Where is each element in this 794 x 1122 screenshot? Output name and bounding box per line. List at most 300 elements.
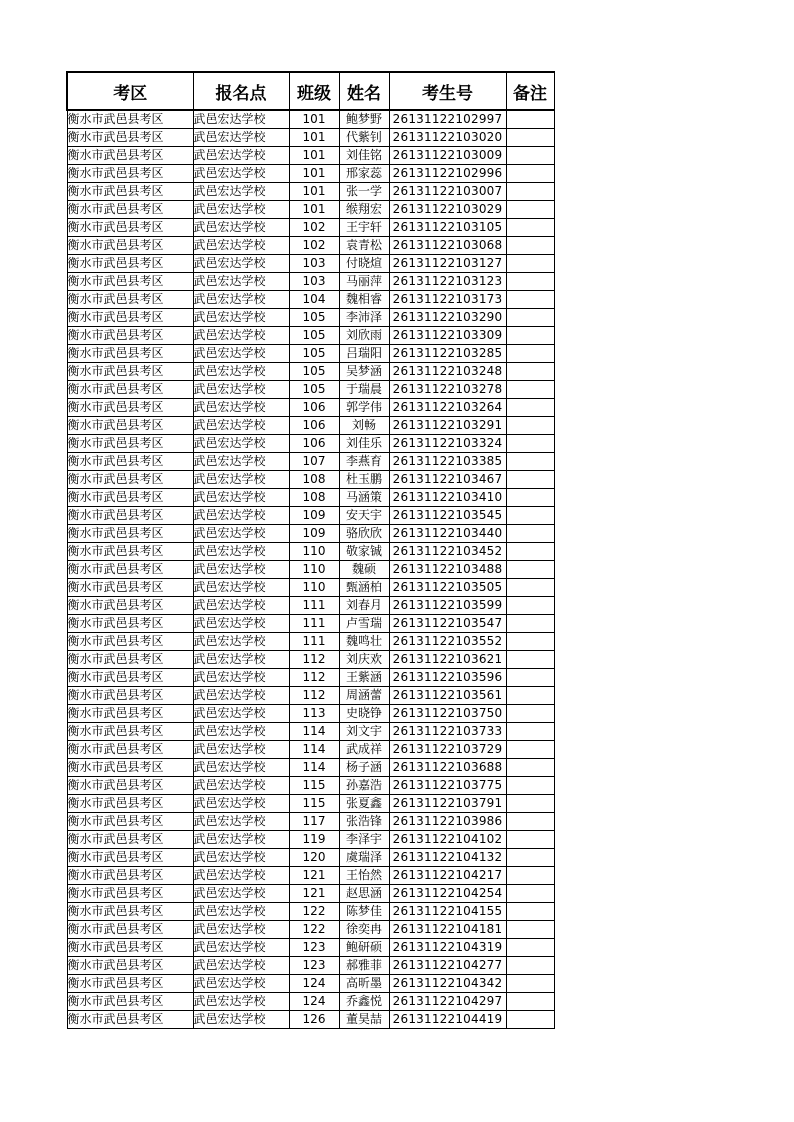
cell-candidate-number: 26131122103068	[389, 237, 506, 255]
cell-remarks	[506, 993, 554, 1011]
cell-exam-area: 衡水市武邑县考区	[67, 885, 193, 903]
cell-class: 101	[289, 165, 339, 183]
cell-exam-area: 衡水市武邑县考区	[67, 633, 193, 651]
cell-remarks	[506, 435, 554, 453]
cell-name: 刘欣雨	[339, 327, 389, 345]
cell-registration-site: 武邑宏达学校	[193, 651, 289, 669]
roster-body	[67, 110, 554, 1029]
cell-class: 108	[289, 471, 339, 489]
cell-candidate-number: 26131122103248	[389, 363, 506, 381]
cell-exam-area: 衡水市武邑县考区	[67, 831, 193, 849]
cell-remarks	[506, 291, 554, 309]
cell-remarks	[506, 1011, 554, 1029]
cell-candidate-number: 26131122104277	[389, 957, 506, 975]
table-row	[67, 687, 554, 705]
cell-class: 106	[289, 399, 339, 417]
cell-name: 袁青松	[339, 237, 389, 255]
cell-registration-site: 武邑宏达学校	[193, 579, 289, 597]
cell-registration-site: 武邑宏达学校	[193, 291, 289, 309]
cell-registration-site: 武邑宏达学校	[193, 777, 289, 795]
cell-candidate-number: 26131122103488	[389, 561, 506, 579]
cell-name: 杨子涵	[339, 759, 389, 777]
cell-exam-area: 衡水市武邑县考区	[67, 435, 193, 453]
table-row	[67, 795, 554, 813]
cell-remarks	[506, 633, 554, 651]
cell-name: 刘庆欢	[339, 651, 389, 669]
cell-remarks	[506, 453, 554, 471]
exam-roster-table	[66, 71, 555, 1029]
cell-remarks	[506, 327, 554, 345]
cell-candidate-number: 26131122104155	[389, 903, 506, 921]
cell-candidate-number: 26131122103467	[389, 471, 506, 489]
table-row	[67, 327, 554, 345]
cell-name: 吕瑞阳	[339, 345, 389, 363]
cell-candidate-number: 26131122104102	[389, 831, 506, 849]
cell-exam-area: 衡水市武邑县考区	[67, 849, 193, 867]
cell-name: 董昊喆	[339, 1011, 389, 1029]
cell-exam-area: 衡水市武邑县考区	[67, 237, 193, 255]
table-row	[67, 363, 554, 381]
table-row	[67, 597, 554, 615]
cell-registration-site: 武邑宏达学校	[193, 110, 289, 129]
header-candidate-number: 考生号	[389, 72, 506, 110]
cell-name: 李燕育	[339, 453, 389, 471]
cell-remarks	[506, 885, 554, 903]
cell-registration-site: 武邑宏达学校	[193, 309, 289, 327]
cell-registration-site: 武邑宏达学校	[193, 597, 289, 615]
table-row	[67, 417, 554, 435]
cell-candidate-number: 26131122103290	[389, 309, 506, 327]
cell-exam-area: 衡水市武邑县考区	[67, 147, 193, 165]
cell-registration-site: 武邑宏达学校	[193, 345, 289, 363]
cell-name: 王怡然	[339, 867, 389, 885]
cell-candidate-number: 26131122103547	[389, 615, 506, 633]
cell-name: 于瑞晨	[339, 381, 389, 399]
cell-exam-area: 衡水市武邑县考区	[67, 291, 193, 309]
header-name: 姓名	[339, 72, 389, 110]
cell-candidate-number: 26131122103007	[389, 183, 506, 201]
cell-candidate-number: 26131122103291	[389, 417, 506, 435]
table-row	[67, 903, 554, 921]
cell-exam-area: 衡水市武邑县考区	[67, 183, 193, 201]
cell-candidate-number: 26131122103986	[389, 813, 506, 831]
cell-name: 李泽宇	[339, 831, 389, 849]
cell-registration-site: 武邑宏达学校	[193, 939, 289, 957]
cell-remarks	[506, 399, 554, 417]
cell-exam-area: 衡水市武邑县考区	[67, 219, 193, 237]
header-registration-site: 报名点	[193, 72, 289, 110]
cell-class: 109	[289, 507, 339, 525]
cell-exam-area: 衡水市武邑县考区	[67, 813, 193, 831]
cell-remarks	[506, 255, 554, 273]
cell-exam-area: 衡水市武邑县考区	[67, 1011, 193, 1029]
cell-remarks	[506, 183, 554, 201]
cell-exam-area: 衡水市武邑县考区	[67, 525, 193, 543]
cell-registration-site: 武邑宏达学校	[193, 183, 289, 201]
cell-candidate-number: 26131122103123	[389, 273, 506, 291]
cell-class: 124	[289, 993, 339, 1011]
cell-class: 112	[289, 651, 339, 669]
cell-remarks	[506, 507, 554, 525]
cell-class: 115	[289, 795, 339, 813]
cell-candidate-number: 26131122104254	[389, 885, 506, 903]
cell-exam-area: 衡水市武邑县考区	[67, 561, 193, 579]
cell-name: 邢家蕊	[339, 165, 389, 183]
table-row	[67, 291, 554, 309]
cell-remarks	[506, 939, 554, 957]
cell-class: 113	[289, 705, 339, 723]
cell-registration-site: 武邑宏达学校	[193, 543, 289, 561]
cell-candidate-number: 26131122104132	[389, 849, 506, 867]
table-row	[67, 183, 554, 201]
cell-exam-area: 衡水市武邑县考区	[67, 903, 193, 921]
cell-remarks	[506, 165, 554, 183]
cell-candidate-number: 26131122103020	[389, 129, 506, 147]
table-row	[67, 813, 554, 831]
cell-exam-area: 衡水市武邑县考区	[67, 165, 193, 183]
table-row	[67, 561, 554, 579]
cell-registration-site: 武邑宏达学校	[193, 795, 289, 813]
cell-name: 张夏鑫	[339, 795, 389, 813]
cell-name: 鲍研硕	[339, 939, 389, 957]
cell-name: 杜玉鹏	[339, 471, 389, 489]
cell-remarks	[506, 273, 554, 291]
cell-name: 孙嘉浩	[339, 777, 389, 795]
cell-remarks	[506, 651, 554, 669]
table-row	[67, 921, 554, 939]
table-row	[67, 669, 554, 687]
cell-candidate-number: 26131122103505	[389, 579, 506, 597]
cell-exam-area: 衡水市武邑县考区	[67, 759, 193, 777]
table-row	[67, 885, 554, 903]
cell-remarks	[506, 777, 554, 795]
cell-registration-site: 武邑宏达学校	[193, 723, 289, 741]
cell-remarks	[506, 110, 554, 129]
cell-registration-site: 武邑宏达学校	[193, 147, 289, 165]
cell-remarks	[506, 525, 554, 543]
cell-class: 122	[289, 921, 339, 939]
cell-name: 鲍梦野	[339, 110, 389, 129]
cell-registration-site: 武邑宏达学校	[193, 885, 289, 903]
cell-class: 111	[289, 633, 339, 651]
cell-name: 武成祥	[339, 741, 389, 759]
cell-exam-area: 衡水市武邑县考区	[67, 579, 193, 597]
cell-candidate-number: 26131122104297	[389, 993, 506, 1011]
cell-remarks	[506, 759, 554, 777]
table-row	[67, 759, 554, 777]
cell-name: 刘畅	[339, 417, 389, 435]
cell-name: 周涵蕾	[339, 687, 389, 705]
cell-remarks	[506, 129, 554, 147]
cell-class: 105	[289, 381, 339, 399]
cell-registration-site: 武邑宏达学校	[193, 507, 289, 525]
cell-registration-site: 武邑宏达学校	[193, 687, 289, 705]
table-row	[67, 705, 554, 723]
cell-registration-site: 武邑宏达学校	[193, 381, 289, 399]
cell-registration-site: 武邑宏达学校	[193, 201, 289, 219]
cell-remarks	[506, 669, 554, 687]
cell-candidate-number: 26131122103561	[389, 687, 506, 705]
cell-remarks	[506, 975, 554, 993]
cell-remarks	[506, 849, 554, 867]
cell-class: 111	[289, 597, 339, 615]
table-row	[67, 975, 554, 993]
cell-exam-area: 衡水市武邑县考区	[67, 705, 193, 723]
cell-name: 虞瑞泽	[339, 849, 389, 867]
cell-name: 乔鑫悦	[339, 993, 389, 1011]
cell-class: 126	[289, 1011, 339, 1029]
table-row	[67, 579, 554, 597]
cell-exam-area: 衡水市武邑县考区	[67, 669, 193, 687]
cell-name: 郝雅菲	[339, 957, 389, 975]
cell-remarks	[506, 381, 554, 399]
cell-remarks	[506, 309, 554, 327]
cell-class: 102	[289, 237, 339, 255]
table-row	[67, 957, 554, 975]
cell-name: 刘文宇	[339, 723, 389, 741]
table-row	[67, 633, 554, 651]
cell-name: 王紫涵	[339, 669, 389, 687]
cell-class: 101	[289, 201, 339, 219]
cell-registration-site: 武邑宏达学校	[193, 633, 289, 651]
cell-name: 刘春月	[339, 597, 389, 615]
cell-remarks	[506, 543, 554, 561]
table-row	[67, 110, 554, 129]
cell-class: 123	[289, 957, 339, 975]
cell-registration-site: 武邑宏达学校	[193, 849, 289, 867]
cell-name: 刘佳乐	[339, 435, 389, 453]
cell-class: 110	[289, 543, 339, 561]
cell-name: 卢雪瑞	[339, 615, 389, 633]
cell-registration-site: 武邑宏达学校	[193, 525, 289, 543]
table-row	[67, 489, 554, 507]
cell-exam-area: 衡水市武邑县考区	[67, 957, 193, 975]
cell-name: 李沛泽	[339, 309, 389, 327]
cell-class: 114	[289, 723, 339, 741]
cell-class: 121	[289, 867, 339, 885]
cell-name: 代紫钊	[339, 129, 389, 147]
cell-remarks	[506, 813, 554, 831]
cell-name: 马丽萍	[339, 273, 389, 291]
header-row	[67, 72, 554, 110]
table-row	[67, 399, 554, 417]
cell-name: 马涵策	[339, 489, 389, 507]
header-class: 班级	[289, 72, 339, 110]
cell-exam-area: 衡水市武邑县考区	[67, 273, 193, 291]
table-row	[67, 219, 554, 237]
table-row	[67, 1011, 554, 1029]
cell-candidate-number: 26131122103285	[389, 345, 506, 363]
cell-registration-site: 武邑宏达学校	[193, 219, 289, 237]
cell-remarks	[506, 867, 554, 885]
table-row	[67, 255, 554, 273]
cell-candidate-number: 26131122102996	[389, 165, 506, 183]
cell-class: 112	[289, 669, 339, 687]
cell-exam-area: 衡水市武邑县考区	[67, 597, 193, 615]
cell-exam-area: 衡水市武邑县考区	[67, 723, 193, 741]
cell-remarks	[506, 705, 554, 723]
cell-candidate-number: 26131122103621	[389, 651, 506, 669]
cell-registration-site: 武邑宏达学校	[193, 129, 289, 147]
cell-exam-area: 衡水市武邑县考区	[67, 795, 193, 813]
cell-exam-area: 衡水市武邑县考区	[67, 399, 193, 417]
cell-class: 101	[289, 147, 339, 165]
cell-registration-site: 武邑宏达学校	[193, 669, 289, 687]
table-row	[67, 507, 554, 525]
cell-candidate-number: 26131122104342	[389, 975, 506, 993]
cell-candidate-number: 26131122103385	[389, 453, 506, 471]
table-row	[67, 831, 554, 849]
table-row	[67, 237, 554, 255]
cell-registration-site: 武邑宏达学校	[193, 831, 289, 849]
cell-remarks	[506, 201, 554, 219]
table-row	[67, 939, 554, 957]
cell-registration-site: 武邑宏达学校	[193, 273, 289, 291]
cell-exam-area: 衡水市武邑县考区	[67, 129, 193, 147]
table-row	[67, 651, 554, 669]
cell-name: 郭学伟	[339, 399, 389, 417]
cell-candidate-number: 26131122103552	[389, 633, 506, 651]
cell-registration-site: 武邑宏达学校	[193, 921, 289, 939]
cell-class: 120	[289, 849, 339, 867]
cell-exam-area: 衡水市武邑县考区	[67, 453, 193, 471]
cell-candidate-number: 26131122103596	[389, 669, 506, 687]
cell-remarks	[506, 723, 554, 741]
cell-exam-area: 衡水市武邑县考区	[67, 381, 193, 399]
cell-candidate-number: 26131122103309	[389, 327, 506, 345]
cell-registration-site: 武邑宏达学校	[193, 759, 289, 777]
cell-candidate-number: 26131122103729	[389, 741, 506, 759]
cell-remarks	[506, 489, 554, 507]
cell-exam-area: 衡水市武邑县考区	[67, 363, 193, 381]
cell-candidate-number: 26131122103009	[389, 147, 506, 165]
cell-name: 王宇轩	[339, 219, 389, 237]
cell-class: 110	[289, 579, 339, 597]
table-row	[67, 165, 554, 183]
cell-candidate-number: 26131122103775	[389, 777, 506, 795]
cell-exam-area: 衡水市武邑县考区	[67, 777, 193, 795]
cell-class: 108	[289, 489, 339, 507]
cell-exam-area: 衡水市武邑县考区	[67, 507, 193, 525]
cell-exam-area: 衡水市武邑县考区	[67, 110, 193, 129]
table-row	[67, 147, 554, 165]
cell-registration-site: 武邑宏达学校	[193, 435, 289, 453]
table-row	[67, 867, 554, 885]
cell-class: 117	[289, 813, 339, 831]
table-row	[67, 345, 554, 363]
table-row	[67, 777, 554, 795]
cell-registration-site: 武邑宏达学校	[193, 453, 289, 471]
cell-remarks	[506, 237, 554, 255]
cell-name: 高昕墨	[339, 975, 389, 993]
cell-candidate-number: 26131122103410	[389, 489, 506, 507]
cell-candidate-number: 26131122103105	[389, 219, 506, 237]
cell-candidate-number: 26131122103733	[389, 723, 506, 741]
cell-candidate-number: 26131122104419	[389, 1011, 506, 1029]
cell-exam-area: 衡水市武邑县考区	[67, 309, 193, 327]
cell-candidate-number: 26131122103599	[389, 597, 506, 615]
cell-class: 105	[289, 327, 339, 345]
cell-registration-site: 武邑宏达学校	[193, 705, 289, 723]
cell-remarks	[506, 921, 554, 939]
cell-registration-site: 武邑宏达学校	[193, 813, 289, 831]
cell-registration-site: 武邑宏达学校	[193, 1011, 289, 1029]
cell-remarks	[506, 741, 554, 759]
cell-candidate-number: 26131122103324	[389, 435, 506, 453]
cell-name: 吴梦涵	[339, 363, 389, 381]
cell-name: 魏硕	[339, 561, 389, 579]
cell-exam-area: 衡水市武邑县考区	[67, 417, 193, 435]
cell-remarks	[506, 417, 554, 435]
cell-exam-area: 衡水市武邑县考区	[67, 615, 193, 633]
table-row	[67, 471, 554, 489]
table-row	[67, 849, 554, 867]
cell-class: 101	[289, 110, 339, 129]
cell-class: 106	[289, 435, 339, 453]
cell-remarks	[506, 615, 554, 633]
cell-exam-area: 衡水市武邑县考区	[67, 345, 193, 363]
cell-exam-area: 衡水市武邑县考区	[67, 939, 193, 957]
cell-remarks	[506, 147, 554, 165]
cell-exam-area: 衡水市武邑县考区	[67, 867, 193, 885]
cell-name: 安天宇	[339, 507, 389, 525]
cell-class: 103	[289, 273, 339, 291]
cell-registration-site: 武邑宏达学校	[193, 903, 289, 921]
table-row	[67, 273, 554, 291]
cell-candidate-number: 26131122102997	[389, 110, 506, 129]
cell-registration-site: 武邑宏达学校	[193, 561, 289, 579]
cell-name: 付晓煊	[339, 255, 389, 273]
cell-remarks	[506, 363, 554, 381]
cell-exam-area: 衡水市武邑县考区	[67, 975, 193, 993]
header-exam-area: 考区	[67, 72, 193, 110]
cell-class: 114	[289, 759, 339, 777]
cell-class: 121	[289, 885, 339, 903]
cell-class: 105	[289, 309, 339, 327]
table-row	[67, 723, 554, 741]
cell-class: 111	[289, 615, 339, 633]
cell-candidate-number: 26131122103791	[389, 795, 506, 813]
cell-exam-area: 衡水市武邑县考区	[67, 471, 193, 489]
table-row	[67, 615, 554, 633]
cell-remarks	[506, 957, 554, 975]
cell-candidate-number: 26131122103173	[389, 291, 506, 309]
cell-remarks	[506, 219, 554, 237]
table-row	[67, 381, 554, 399]
cell-candidate-number: 26131122103545	[389, 507, 506, 525]
cell-registration-site: 武邑宏达学校	[193, 255, 289, 273]
cell-name: 刘佳铭	[339, 147, 389, 165]
cell-name: 张一学	[339, 183, 389, 201]
table-row	[67, 453, 554, 471]
cell-name: 甄涵柏	[339, 579, 389, 597]
cell-remarks	[506, 831, 554, 849]
cell-remarks	[506, 795, 554, 813]
table-row	[67, 201, 554, 219]
cell-class: 107	[289, 453, 339, 471]
cell-class: 103	[289, 255, 339, 273]
cell-class: 105	[289, 345, 339, 363]
cell-registration-site: 武邑宏达学校	[193, 615, 289, 633]
cell-candidate-number: 26131122103127	[389, 255, 506, 273]
cell-registration-site: 武邑宏达学校	[193, 417, 289, 435]
cell-candidate-number: 26131122103264	[389, 399, 506, 417]
cell-registration-site: 武邑宏达学校	[193, 165, 289, 183]
cell-remarks	[506, 345, 554, 363]
cell-candidate-number: 26131122104181	[389, 921, 506, 939]
cell-remarks	[506, 903, 554, 921]
cell-registration-site: 武邑宏达学校	[193, 471, 289, 489]
